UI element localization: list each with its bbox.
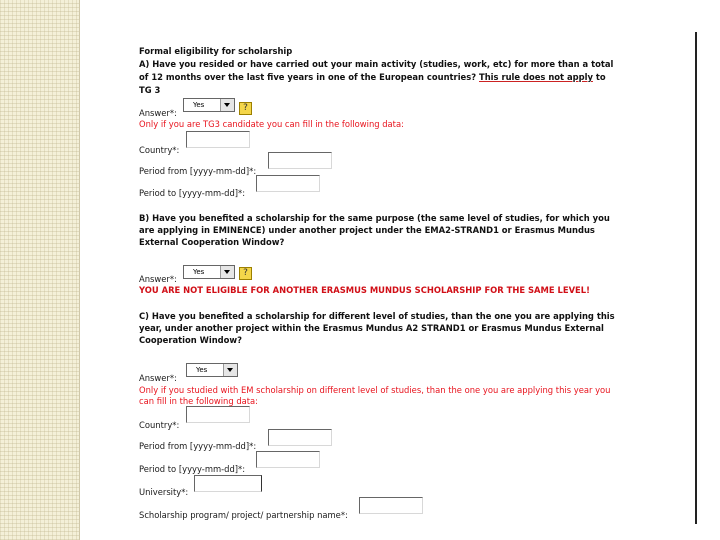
question-a-line2-text: of 12 months over the last five years in one of the European countries? bbox=[139, 72, 479, 82]
help-icon[interactable]: ? bbox=[239, 102, 252, 115]
country-a-input[interactable] bbox=[186, 131, 250, 148]
question-b-line3: External Cooperation Window? bbox=[139, 237, 285, 247]
answer-a-select[interactable] bbox=[183, 98, 235, 112]
period-from-c-input[interactable] bbox=[268, 429, 332, 446]
tg3-note: Only if you are TG3 candidate you can fill in the following data: bbox=[139, 119, 404, 129]
question-c-line3: Cooperation Window? bbox=[139, 335, 243, 345]
chevron-down-icon[interactable] bbox=[220, 99, 234, 111]
answer-b-label: Answer*: bbox=[139, 274, 177, 284]
question-a-line3: TG 3 bbox=[139, 85, 161, 95]
question-b-line1: B) Have you benefited a scholarship for the same purpose (the same level of studies, for which you bbox=[139, 213, 610, 223]
period-from-c-label: Period from [yyyy-mm-dd]*: bbox=[139, 441, 257, 451]
university-input[interactable] bbox=[194, 475, 262, 492]
question-a-line2-end: to bbox=[592, 72, 606, 82]
question-c-line1: C) Have you benefited a scholarship for different level of studies, than the one you are applying this bbox=[139, 311, 615, 321]
answer-a-label: Answer*: bbox=[139, 108, 177, 118]
program-name-label: Scholarship program/ project/ partnership name*: bbox=[139, 510, 348, 520]
program-name-input[interactable] bbox=[359, 497, 423, 514]
question-a-line2 bbox=[139, 72, 606, 83]
chevron-down-icon[interactable] bbox=[220, 266, 234, 278]
answer-c-label: Answer*: bbox=[139, 373, 177, 383]
answer-b-value: Yes bbox=[193, 268, 205, 276]
em-note-line2: can fill in the following data: bbox=[139, 396, 259, 406]
question-c-line2: year, under another project within the Erasmus Mundus A2 STRAND1 or Erasmus Mundus External bbox=[139, 323, 604, 333]
question-a-line1: A) Have you resided or have carried out your main activity (studies, work, etc) for more than a total bbox=[139, 59, 614, 69]
period-to-c-input[interactable] bbox=[256, 451, 320, 468]
em-note-line1: Only if you studied with EM scholarship on different level of studies, than the one you are applying this year you bbox=[139, 385, 611, 395]
period-to-a-label: Period to [yyyy-mm-dd]*: bbox=[139, 188, 246, 198]
period-from-a-input[interactable] bbox=[268, 152, 332, 169]
period-from-a-label: Period from [yyyy-mm-dd]*: bbox=[139, 166, 257, 176]
country-a-label: Country*: bbox=[139, 145, 180, 155]
rule-note: This rule does not apply bbox=[479, 72, 593, 82]
period-to-c-label: Period to [yyyy-mm-dd]*: bbox=[139, 464, 246, 474]
right-divider-line bbox=[695, 32, 697, 524]
chevron-down-icon[interactable] bbox=[223, 364, 237, 376]
eligibility-title: Formal eligibility for scholarship bbox=[139, 46, 293, 56]
question-b-line2: are applying in EMINENCE) under another project under the EMA2-STRAND1 or Erasmus Mundus bbox=[139, 225, 595, 235]
country-c-input[interactable] bbox=[186, 406, 250, 423]
answer-c-select[interactable] bbox=[186, 363, 238, 377]
not-eligible-warning: YOU ARE NOT ELIGIBLE FOR ANOTHER ERASMUS MUNDUS SCHOLARSHIP FOR THE SAME LEVEL! bbox=[139, 285, 590, 295]
left-decorative-band bbox=[0, 0, 80, 540]
help-icon[interactable]: ? bbox=[239, 267, 252, 280]
answer-b-select[interactable] bbox=[183, 265, 235, 279]
answer-a-value: Yes bbox=[193, 101, 205, 109]
country-c-label: Country*: bbox=[139, 420, 180, 430]
answer-c-value: Yes bbox=[196, 366, 208, 374]
university-label: University*: bbox=[139, 487, 189, 497]
period-to-a-input[interactable] bbox=[256, 175, 320, 192]
